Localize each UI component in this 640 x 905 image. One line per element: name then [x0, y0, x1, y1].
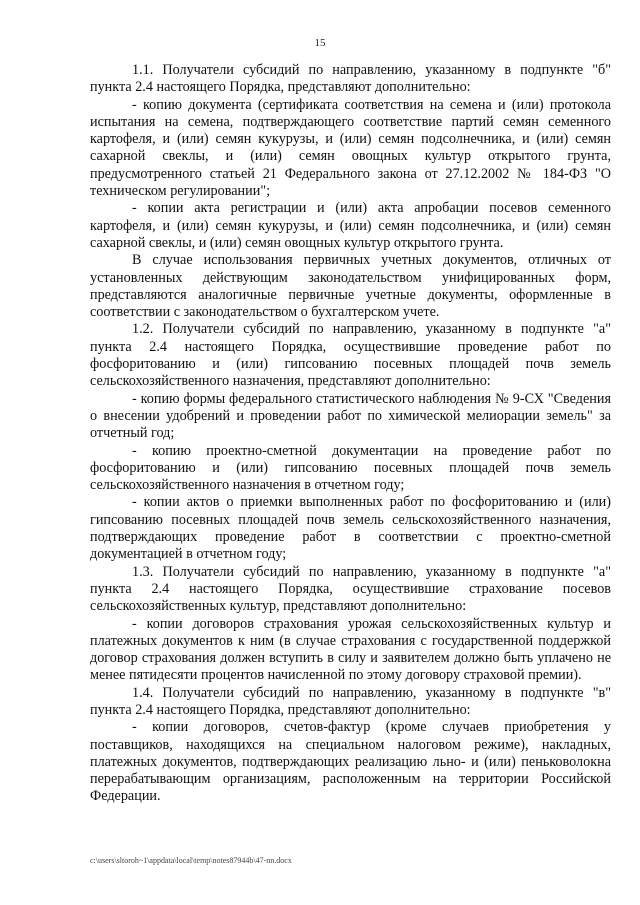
paragraph-project-documentation: - копию проектно-сметной документации на проведение работ по фосфоритованию и (или) гипсованию посевных площадей почв земель сельскохозяйственного назначения в отчетном году;	[90, 442, 611, 494]
paragraph-1-3: 1.3. Получатели субсидий по направлению, указанному в подпункте "а" пункта 2.4 настоящего Порядка, осуществившие страхование посевов сельскохозяйственных культур, представляют дополнительно:	[90, 563, 611, 615]
page-number: 15	[314, 37, 326, 49]
footer-file-path: c:\users\sltoroh~1\appdata\local\temp\notes87944b\47-nn.docx	[90, 856, 292, 865]
paragraph-1-4: 1.4. Получатели субсидий по направлению, указанному в подпункте "в" пункта 2.4 настоящего Порядка, представляют дополнительно:	[90, 684, 611, 718]
paragraph-contracts-invoices: - копии договоров, счетов-фактур (кроме случаев приобретения у поставщиков, находящихся на специальном налоговом режиме), накладных, платежных документов, подтверждающих реализацию льно- и (или) пеньковолокна перерабатывающим организациям, расположенным на территории Российской Федерации.	[90, 719, 611, 805]
paragraph-certificate-copy: - копию документа (сертификата соответствия на семена и (или) протокола испытания на семена, подтверждающего соответствие партий семян семенного картофеля, и (или) семян кукурузы, и (или) семян подсолнечника, и (или) семян сахарной свеклы, и (или) семян овощных культур открытого грунта, предусмотренного статьей 21 Федерального закона от 27.12.2002 № 184-ФЗ "О техническом регулировании";	[90, 96, 611, 200]
paragraph-insurance-contracts: - копии договоров страхования урожая сельскохозяйственных культур и платежных документов к ним (в случае страхования с государственной поддержкой договор страхования должен вступить в силу и заявителем должно быть уплачено не менее пятидесяти процентов начисленной по этому договору страховой премии).	[90, 615, 611, 684]
paragraph-acceptance-acts: - копии актов о приемки выполненных работ по фосфоритованию и (или) гипсованию посевных площадей почв земель сельскохозяйственного назначения, подтверждающих проведение работ в соответствии с проектно-сметной документацией в отчетном году;	[90, 494, 611, 563]
paragraph-form-9-sx: - копию формы федерального статистического наблюдения № 9-СХ "Сведения о внесении удобрений и проведении работ по химической мелиорации земель" за отчетный год;	[90, 390, 611, 442]
paragraph-1-2: 1.2. Получатели субсидий по направлению, указанному в подпункте "а" пункта 2.4 настоящего Порядка, осуществившие проведение работ по фосфоритованию и (или) гипсованию посевных площадей почв земель сельскохозяйственного назначения, представляют дополнительно:	[90, 321, 611, 390]
document-body	[90, 62, 611, 806]
paragraph-1-1: 1.1. Получатели субсидий по направлению, указанному в подпункте "б" пункта 2.4 настоящего Порядка, представляют дополнительно:	[90, 62, 611, 96]
paragraph-primary-documents: В случае использования первичных учетных документов, отличных от установленных действующим законодательством унифицированных форм, представляются аналогичные первичные учетные документы, оформленные в соответствии с законодательством о бухгалтерском учете.	[90, 252, 611, 321]
paragraph-registration-act: - копии акта регистрации и (или) акта апробации посевов семенного картофеля, и (или) семян кукурузы, и (или) семян подсолнечника, и (или) семян сахарной свеклы, и (или) семян овощных культур открытого грунта.	[90, 200, 611, 251]
